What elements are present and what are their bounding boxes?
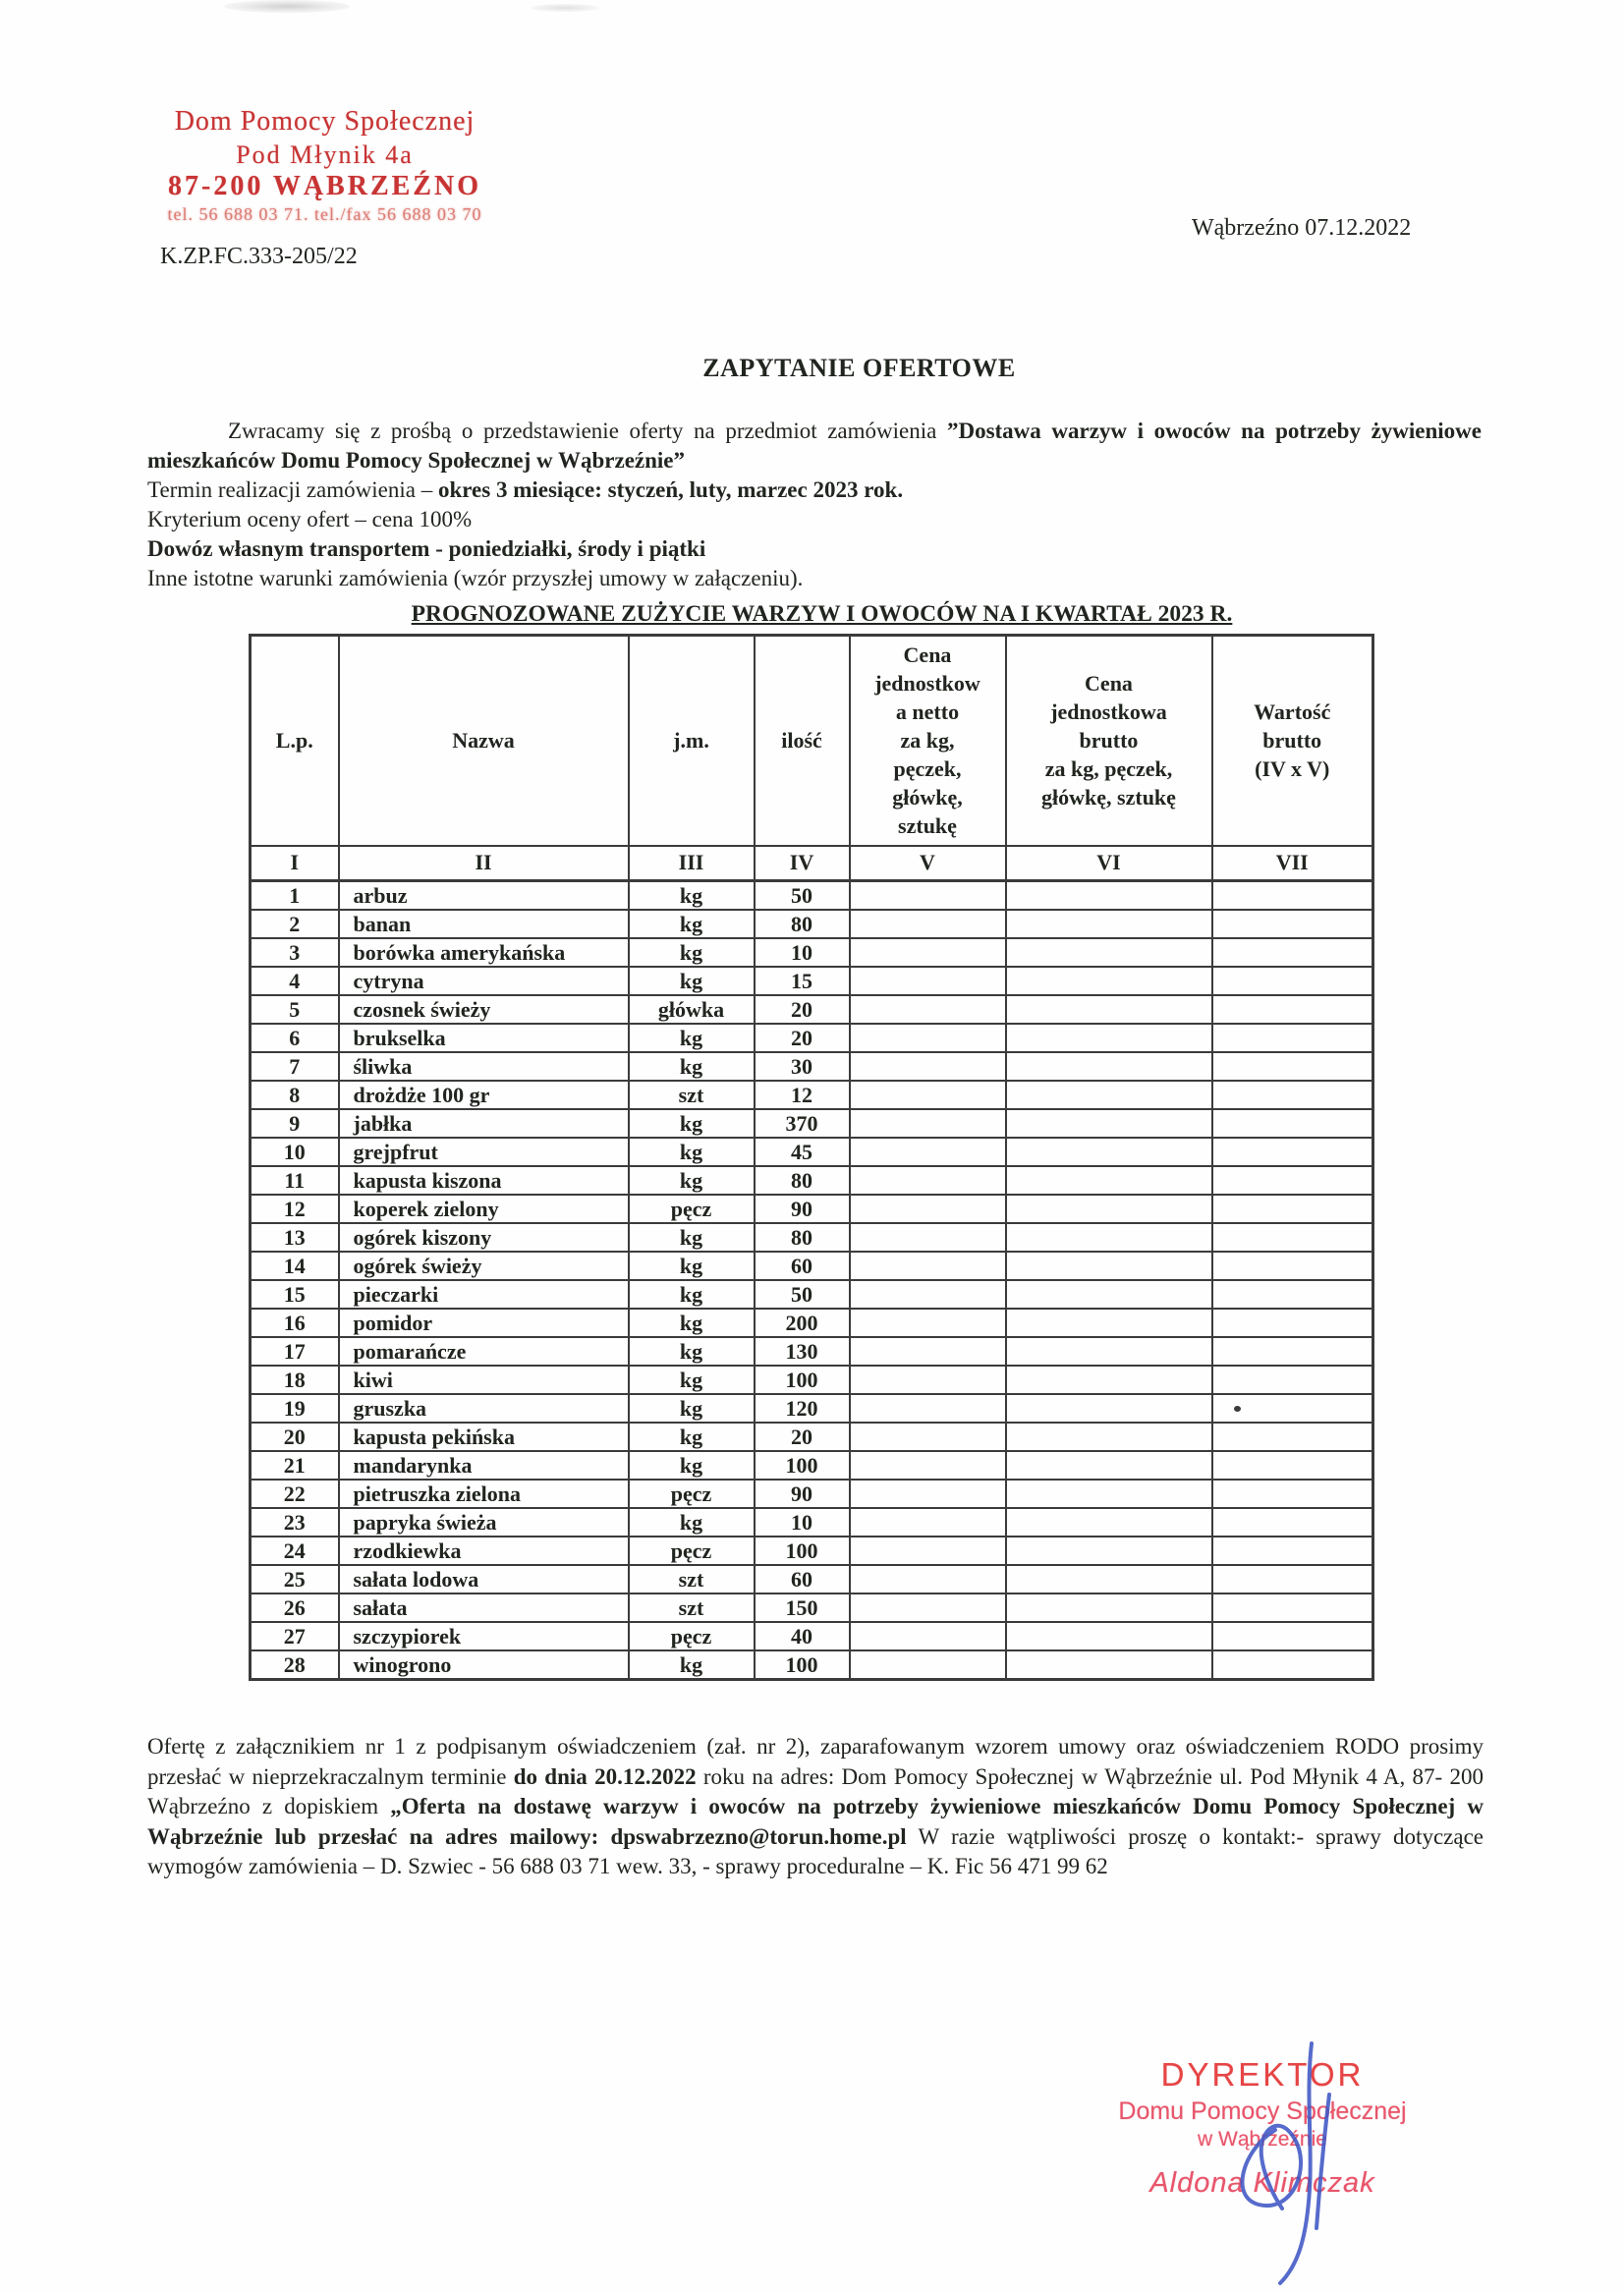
table-row [251,1366,1373,1394]
cell-qty: 80 [755,1223,850,1252]
cell-net-price [850,1223,1006,1252]
header-gross-price: Cena jednostkowa brutto za kg, pęczek, główkę, sztukę [1006,636,1212,846]
cell-gross-price [1006,1593,1212,1622]
cell-qty: 12 [755,1081,850,1109]
cell-gross-value [1212,1451,1373,1480]
cell-lp: 23 [251,1508,339,1537]
table-row [251,1480,1373,1508]
cell-gross-price [1006,995,1212,1024]
cell-qty: 80 [755,1166,850,1195]
stamp-role: DYREKTOR [1160,2056,1365,2093]
cell-qty: 10 [755,1508,850,1537]
cell-qty: 50 [755,1280,850,1309]
offer-annotation-and-email: „Oferta na dostawę warzyw i owoców na potrzeby żywieniowe mieszkańców Domu Pomocy Społecznej w Wąbrzeźnie lub przesłać na adres mailowy: dpswabrzezno@torun.home.pl [147,1794,1484,1849]
cell-lp: 12 [251,1195,339,1223]
cell-qty: 20 [755,995,850,1024]
cell-gross-price [1006,967,1212,995]
cell-net-price [850,1138,1006,1166]
cell-name: cytryna [339,967,629,995]
cell-net-price [850,1109,1006,1138]
cell-gross-price [1006,1508,1212,1537]
cell-gross-price [1006,1309,1212,1337]
table-row [251,1109,1373,1138]
cell-gross-price [1006,1166,1212,1195]
cell-gross-price [1006,1337,1212,1366]
table-row [251,1138,1373,1166]
cell-unit: kg [629,1451,755,1480]
place-and-date: Wąbrzeźno 07.12.2022 [1192,215,1412,241]
cell-lp: 26 [251,1593,339,1622]
cell-gross-price [1006,881,1212,911]
closing-paragraph: Ofertę z załącznikiem nr 1 z podpisanym oświadczeniem (zał. nr 2), zaparafowanym wzorem umowy oraz oświadczeniem RODO prosimy przesłać w nieprzekraczalnym terminie do dnia 20.12.2022 roku na adres: Dom Pomocy Społecznej w Wąbrzeźnie ul. Pod Młynik 4 A, 87- 200 Wąbrzeźno z dopiskiem „Oferta na dostawę warzyw i owoców na potrzeby żywieniowe mieszkańców Domu Pomocy Społecznej w Wąbrzeźnie lub przesłać na adres mailowy: dpswabrzezno@torun.home.pl W razie wątpliwości proszę o kontakt:- sprawy dotyczące wymogów zamówienia – D. Szwiec - 56 688 03 71 wew. 33, - sprawy proceduralne – K. Fic 56 471 99 62 [147,1734,1484,1878]
table-row [251,995,1373,1024]
stamp-org-line1: Domu Pomocy Społecznej [1118,2097,1407,2125]
stamp-phone: tel. 56 688 03 71. tel./fax 56 688 03 70 [167,204,482,224]
cell-lp: 15 [251,1280,339,1309]
cell-qty: 45 [755,1138,850,1166]
cell-name: gruszka [339,1394,629,1423]
scan-smudge [531,4,599,12]
table-row [251,1508,1373,1537]
cell-name: koperek zielony [339,1195,629,1223]
cell-name: drożdże 100 gr [339,1081,629,1109]
cell-unit: główka [629,995,755,1024]
cell-name: brukselka [339,1024,629,1052]
cell-net-price [850,1451,1006,1480]
cell-unit: kg [629,910,755,938]
reference-number: K.ZP.FC.333-205/22 [160,244,358,269]
cell-gross-value [1212,1252,1373,1280]
cell-gross-value [1212,1138,1373,1166]
header-net-price: Cena jednostkow a netto za kg, pęczek, główkę, sztukę [850,636,1006,846]
cell-unit: szt [629,1565,755,1593]
cell-qty: 200 [755,1309,850,1337]
cell-unit: kg [629,1052,755,1081]
cell-net-price [850,1337,1006,1366]
intro-request-paragraph [147,417,1482,475]
cell-unit: szt [629,1593,755,1622]
table-row [251,881,1373,911]
cell-name: arbuz [339,881,629,911]
sender-address-stamp [155,106,494,225]
scan-smudge [224,0,350,13]
table-row [251,1423,1373,1451]
cell-name: winogrono [339,1650,629,1680]
cell-lp: 25 [251,1565,339,1593]
table-header-row [251,636,1373,846]
cell-unit: kg [629,1309,755,1337]
cell-gross-value [1212,1195,1373,1223]
cell-net-price [850,1593,1006,1622]
cell-gross-price [1006,1252,1212,1280]
cell-net-price [850,1622,1006,1650]
intro-other-terms-line: Inne istotne warunki zamówienia (wzór przyszłej umowy w załączeniu). [147,566,804,590]
cell-qty: 20 [755,1024,850,1052]
cell-lp: 3 [251,938,339,967]
cell-unit: kg [629,1166,755,1195]
cell-gross-value [1212,1537,1373,1565]
cell-lp: 16 [251,1309,339,1337]
cell-net-price [850,1537,1006,1565]
cell-qty: 60 [755,1252,850,1280]
cell-name: ogórek kiszony [339,1223,629,1252]
cell-qty: 80 [755,910,850,938]
cell-net-price [850,995,1006,1024]
cell-qty: 15 [755,967,850,995]
cell-net-price [850,1024,1006,1052]
cell-gross-value [1212,1650,1373,1680]
cell-name: kapusta kiszona [339,1166,629,1195]
cell-qty: 100 [755,1366,850,1394]
cell-lp: 14 [251,1252,339,1280]
cell-name: pomidor [339,1309,629,1337]
handwritten-signature [1221,2040,1378,2287]
cell-lp: 2 [251,910,339,938]
header-name: Nazwa [339,636,629,846]
cell-gross-price [1006,1195,1212,1223]
cell-gross-price [1006,1650,1212,1680]
intro-text: Zwracamy się z prośbą o przedstawienie oferty na przedmiot zamówienia [228,419,947,443]
cell-unit: pęcz [629,1537,755,1565]
cell-gross-price [1006,1109,1212,1138]
cell-name: rzodkiewka [339,1537,629,1565]
cell-gross-value [1212,1024,1373,1052]
cell-qty: 100 [755,1537,850,1565]
cell-lp: 6 [251,1024,339,1052]
cell-net-price [850,1166,1006,1195]
header-qty: ilość [755,636,850,846]
intro-transport-line: Dowóz własnym transportem - poniedziałki, środy i piątki [147,536,706,561]
cell-gross-value [1212,881,1373,911]
cell-gross-price [1006,910,1212,938]
stamp-director-name: Aldona Klimczak [1149,2167,1375,2199]
table-row [251,1166,1373,1195]
cell-lp: 24 [251,1537,339,1565]
cell-lp: 11 [251,1166,339,1195]
cell-name: borówka amerykańska [339,938,629,967]
cell-unit: kg [629,1337,755,1366]
table-row [251,1565,1373,1593]
cell-net-price [850,1252,1006,1280]
cell-net-price [850,1565,1006,1593]
cell-net-price [850,1081,1006,1109]
cell-net-price [850,967,1006,995]
cell-gross-price [1006,1622,1212,1650]
cell-qty: 150 [755,1593,850,1622]
cell-qty: 120 [755,1394,850,1423]
table-row [251,1252,1373,1280]
table-roman-numeral-row: I II III IV V VI VII [251,846,1373,881]
stamp-street: Pod Młynik 4a [236,140,414,169]
cell-net-price [850,1394,1006,1423]
cell-net-price [850,1366,1006,1394]
cell-unit: kg [629,1024,755,1052]
cell-unit: kg [629,1423,755,1451]
cell-net-price [850,1309,1006,1337]
table-row [251,1337,1373,1366]
cell-gross-price [1006,1366,1212,1394]
cell-qty: 130 [755,1337,850,1366]
cell-gross-price [1006,1138,1212,1166]
document-title: ZAPYTANIE OFERTOWE [702,354,1016,382]
cell-lp: 20 [251,1423,339,1451]
cell-lp: 13 [251,1223,339,1252]
table-row [251,1280,1373,1309]
cell-name: szczypiorek [339,1622,629,1650]
cell-gross-price [1006,1423,1212,1451]
cell-gross-value [1212,967,1373,995]
cell-unit: pęcz [629,1480,755,1508]
table-row [251,1309,1373,1337]
cell-qty: 30 [755,1052,850,1081]
cell-gross-value [1212,1052,1373,1081]
table-row [251,1024,1373,1052]
cell-qty: 370 [755,1109,850,1138]
cell-gross-price [1006,1081,1212,1109]
cell-gross-price [1006,1394,1212,1423]
cell-qty: 20 [755,1423,850,1451]
table-row [251,1537,1373,1565]
cell-gross-value [1212,1309,1373,1337]
cell-lp: 8 [251,1081,339,1109]
cell-gross-price [1006,1451,1212,1480]
stamp-org-name: Dom Pomocy Społecznej [174,106,476,137]
cell-gross-value [1212,1622,1373,1650]
cell-unit: kg [629,1138,755,1166]
cell-lp: 21 [251,1451,339,1480]
table-row [251,1081,1373,1109]
cell-gross-price [1006,938,1212,967]
cell-qty: 90 [755,1195,850,1223]
cell-name: ogórek świeży [339,1252,629,1280]
cell-unit: kg [629,1394,755,1423]
table-row [251,1650,1373,1680]
cell-gross-value [1212,1508,1373,1537]
cell-unit: kg [629,967,755,995]
cell-lp: 4 [251,967,339,995]
header-unit: j.m. [629,636,755,846]
cell-name: papryka świeża [339,1508,629,1537]
cell-qty: 60 [755,1565,850,1593]
intro-paragraphs [147,417,1482,593]
table-row [251,1052,1373,1081]
cell-name: pietruszka zielona [339,1480,629,1508]
cell-unit: kg [629,1280,755,1309]
cell-name: pieczarki [339,1280,629,1309]
cell-unit: kg [629,1508,755,1537]
cell-unit: kg [629,1109,755,1138]
signature-strokes [1221,2040,1378,2287]
cell-lp: 17 [251,1337,339,1366]
cell-qty: 40 [755,1622,850,1650]
table-row [251,1223,1373,1252]
cell-qty: 10 [755,938,850,967]
cell-lp: 18 [251,1366,339,1394]
cell-unit: kg [629,1252,755,1280]
cell-lp: 22 [251,1480,339,1508]
cell-gross-price [1006,1537,1212,1565]
cell-qty: 100 [755,1451,850,1480]
cell-lp: 7 [251,1052,339,1081]
cell-unit: szt [629,1081,755,1109]
table-row [251,1593,1373,1622]
cell-lp: 10 [251,1138,339,1166]
table-row [251,1451,1373,1480]
cell-unit: pęcz [629,1195,755,1223]
cell-gross-value [1212,910,1373,938]
cell-unit: kg [629,881,755,911]
cell-gross-value [1212,1081,1373,1109]
table-row [251,910,1373,938]
cell-lp: 28 [251,1650,339,1680]
cell-name: sałata [339,1593,629,1622]
cell-net-price [850,1650,1006,1680]
cell-gross-value [1212,1565,1373,1593]
header-gross-value: Wartość brutto (IV x V) [1212,636,1373,846]
table-row [251,1622,1373,1650]
cell-unit: kg [629,1223,755,1252]
cell-lp: 27 [251,1622,339,1650]
cell-net-price [850,1508,1006,1537]
cell-name: kapusta pekińska [339,1423,629,1451]
cell-gross-value [1212,1109,1373,1138]
cell-name: mandarynka [339,1451,629,1480]
table-row [251,967,1373,995]
scan-ink-dot [1234,1406,1241,1412]
cell-name: banan [339,910,629,938]
cell-qty: 100 [755,1650,850,1680]
cell-name: sałata lodowa [339,1565,629,1593]
cell-name: śliwka [339,1052,629,1081]
cell-gross-value [1212,938,1373,967]
cell-net-price [850,1195,1006,1223]
cell-name: grejpfrut [339,1138,629,1166]
cell-gross-value [1212,1166,1373,1195]
cell-name: pomarańcze [339,1337,629,1366]
cell-gross-value [1212,1223,1373,1252]
cell-net-price [850,1423,1006,1451]
cell-net-price [850,938,1006,967]
cell-gross-value [1212,995,1373,1024]
cell-name: kiwi [339,1366,629,1394]
header-lp: L.p. [251,636,339,846]
cell-gross-value [1212,1337,1373,1366]
table-row [251,1394,1373,1423]
cell-lp: 5 [251,995,339,1024]
cell-qty: 50 [755,881,850,911]
cell-gross-value [1212,1280,1373,1309]
table-row [251,1195,1373,1223]
cell-name: czosnek świeży [339,995,629,1024]
cell-gross-price [1006,1024,1212,1052]
forecast-consumption-table [249,634,1374,1681]
subject-of-order: ”Dostawa warzyw i owoców na potrzeby żywieniowe mieszkańców Domu Pomocy Społecznej w Wąbrzeźnie” [147,419,1482,473]
cell-lp: 19 [251,1394,339,1423]
cell-gross-price [1006,1052,1212,1081]
cell-gross-price [1006,1280,1212,1309]
stamp-city: 87-200 WĄBRZEŹNO [168,171,481,201]
deadline-date: do dnia 20.12.2022 [513,1763,697,1789]
cell-net-price [850,1052,1006,1081]
cell-net-price [850,1480,1006,1508]
intro-term-line: Termin realizacji zamówienia – okres 3 miesiące: styczeń, luty, marzec 2023 rok. [147,477,904,502]
cell-gross-price [1006,1223,1212,1252]
table-row [251,938,1373,967]
cell-gross-value [1212,1480,1373,1508]
cell-net-price [850,881,1006,911]
cell-qty: 90 [755,1480,850,1508]
cell-name: jabłka [339,1109,629,1138]
cell-gross-price [1006,1565,1212,1593]
cell-unit: kg [629,1366,755,1394]
cell-net-price [850,1280,1006,1309]
cell-unit: pęcz [629,1622,755,1650]
cell-lp: 1 [251,881,339,911]
cell-net-price [850,910,1006,938]
cell-gross-value [1212,1593,1373,1622]
cell-gross-value [1212,1423,1373,1451]
cell-gross-price [1006,1480,1212,1508]
cell-unit: kg [629,938,755,967]
stamp-org-line2: w Wąbrzeźnie [1198,2128,1327,2151]
cell-gross-value [1212,1366,1373,1394]
table-title: PROGNOZOWANE ZUŻYCIE WARZYW I OWOCÓW NA I KWARTAŁ 2023 R. [411,601,1233,627]
cell-unit: kg [629,1650,755,1680]
cell-lp: 9 [251,1109,339,1138]
intro-criteria-line: Kryterium oceny ofert – cena 100% [147,507,473,531]
